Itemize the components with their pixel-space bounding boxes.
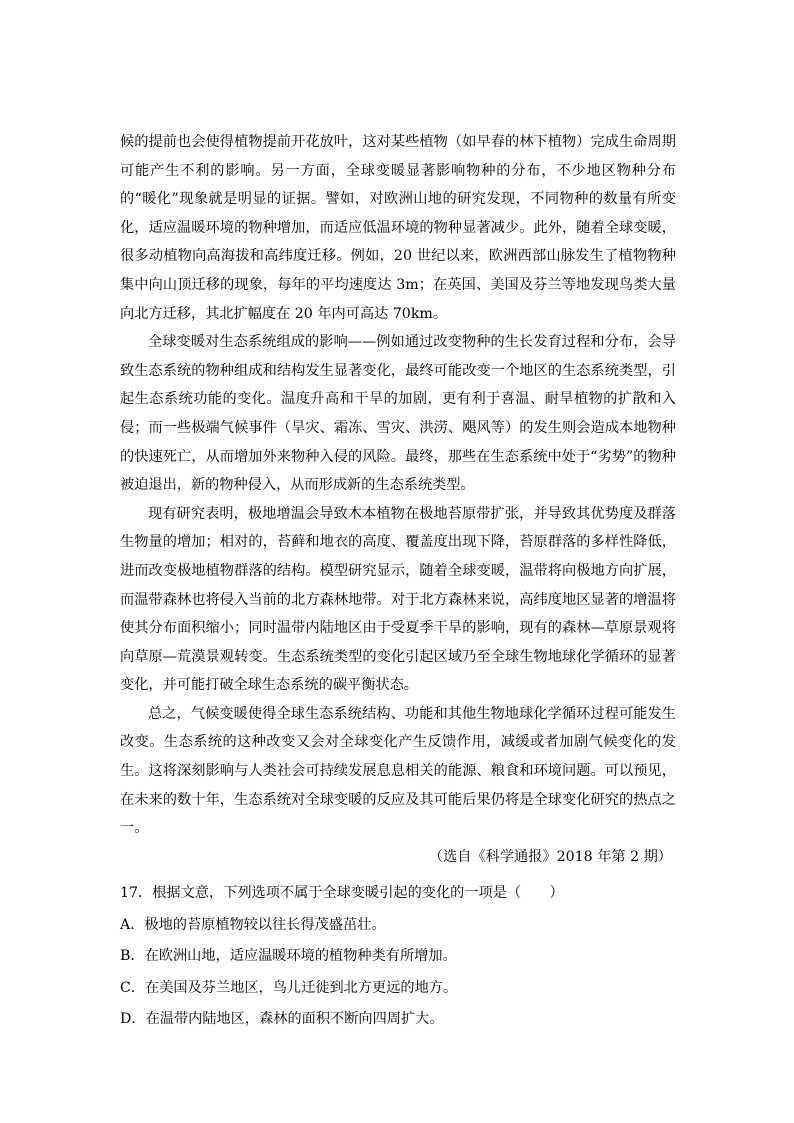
article-paragraph-3: 现有研究表明，极地增温会导致木本植物在极地苔原带扩张，并导致其优势度及群落生物量的增加；相对的，苔藓和地衣的高度、覆盖度出现下降，苔原群落的多样性降低，进而改变极地植物群落的结构。模型研究显示，随着全球变暖，温带将向极地方向扩展，而温带森林也将侵入当前的北方森林地带。对于北方森林来说，高纬度地区显著的增温将使其分布面积缩小；同时温带内陆地区由于受夏季干旱的影响，现有的森林—草原景观将向草原—荒漠景观转变。生态系统类型的变化引起区域乃至全球生物地球化学循环的显著变化，并可能打破全球生态系统的碳平衡状态。	[120, 505, 676, 694]
question-stem: 17．根据文意，下列选项不属于全球变暖引起的变化的一项是（ ）	[120, 885, 564, 901]
article-paragraph-2: 全球变暖对生态系统组成的影响——例如通过改变物种的生长发育过程和分布，会导致生态系统的物种组成和结构发生显著变化，最终可能改变一个地区的生态系统类型，引起生态系统功能的变化。温度升高和干旱的加剧，更有利于喜温、耐旱植物的扩散和入侵；而一些极端气候事件（旱灾、霜冻、雪灾、洪涝、飓风等）的发生则会造成本地物种的快速死亡，从而增加外来物种入侵的风险。最终，那些在生态系统中处于“劣势”的物种被迫退出，新的物种侵入，从而形成新的生态系统类型。	[120, 334, 676, 494]
option-a: A．极地的苔原植物较以往长得茂盛茁壮。	[120, 916, 386, 933]
question-17	[120, 878, 676, 1036]
article-paragraph-4: 总之，气候变暖使得全球生态系统结构、功能和其他生物地球化学循环过程可能发生改变。生态系统的这种改变又会对全球变化产生反馈作用，减缓或者加剧气候变化的发生。这将深刻影响与人类社会可持续发展息息相关的能源、粮食和环境问题。可以预见，在未来的数十年，生态系统对全球变暖的反应及其可能后果仍将是全球变化研究的热点之一。	[120, 705, 676, 837]
article-source: （选自《科学通报》2018 年第 2 期）	[428, 848, 672, 865]
article-paragraph-1: 候的提前也会使得植物提前开花放叶，这对某些植物（如早春的林下植物）完成生命周期可能产生不利的影响。另一方面，全球变暖显著影响物种的分布，不少地区物种分布的“暖化”现象就是明显的证据。譬如，对欧洲山地的研究发现，不同物种的数量有所变化，适应温暖环境的物种增加，而适应低温环境的物种显著减少。此外，随着全球变暖，很多动植物向高海拔和高纬度迁移。例如，20 世纪以来，欧洲西部山脉发生了植物物种集中向山顶迁移的现象，每年的平均速度达 3m；在英国、美国及芬兰等地发现鸟类大量向北方迁移，其北扩幅度在 20 年内可高达 70km。	[120, 134, 676, 322]
option-c: C．在美国及芬兰地区，鸟儿迁徙到北方更远的地方。	[120, 979, 458, 996]
option-b: B．在欧洲山地，适应温暖环境的植物种类有所增加。	[120, 948, 457, 964]
article-body	[120, 128, 676, 871]
option-d: D．在温带内陆地区，森林的面积不断向四周扩大。	[120, 1011, 444, 1027]
